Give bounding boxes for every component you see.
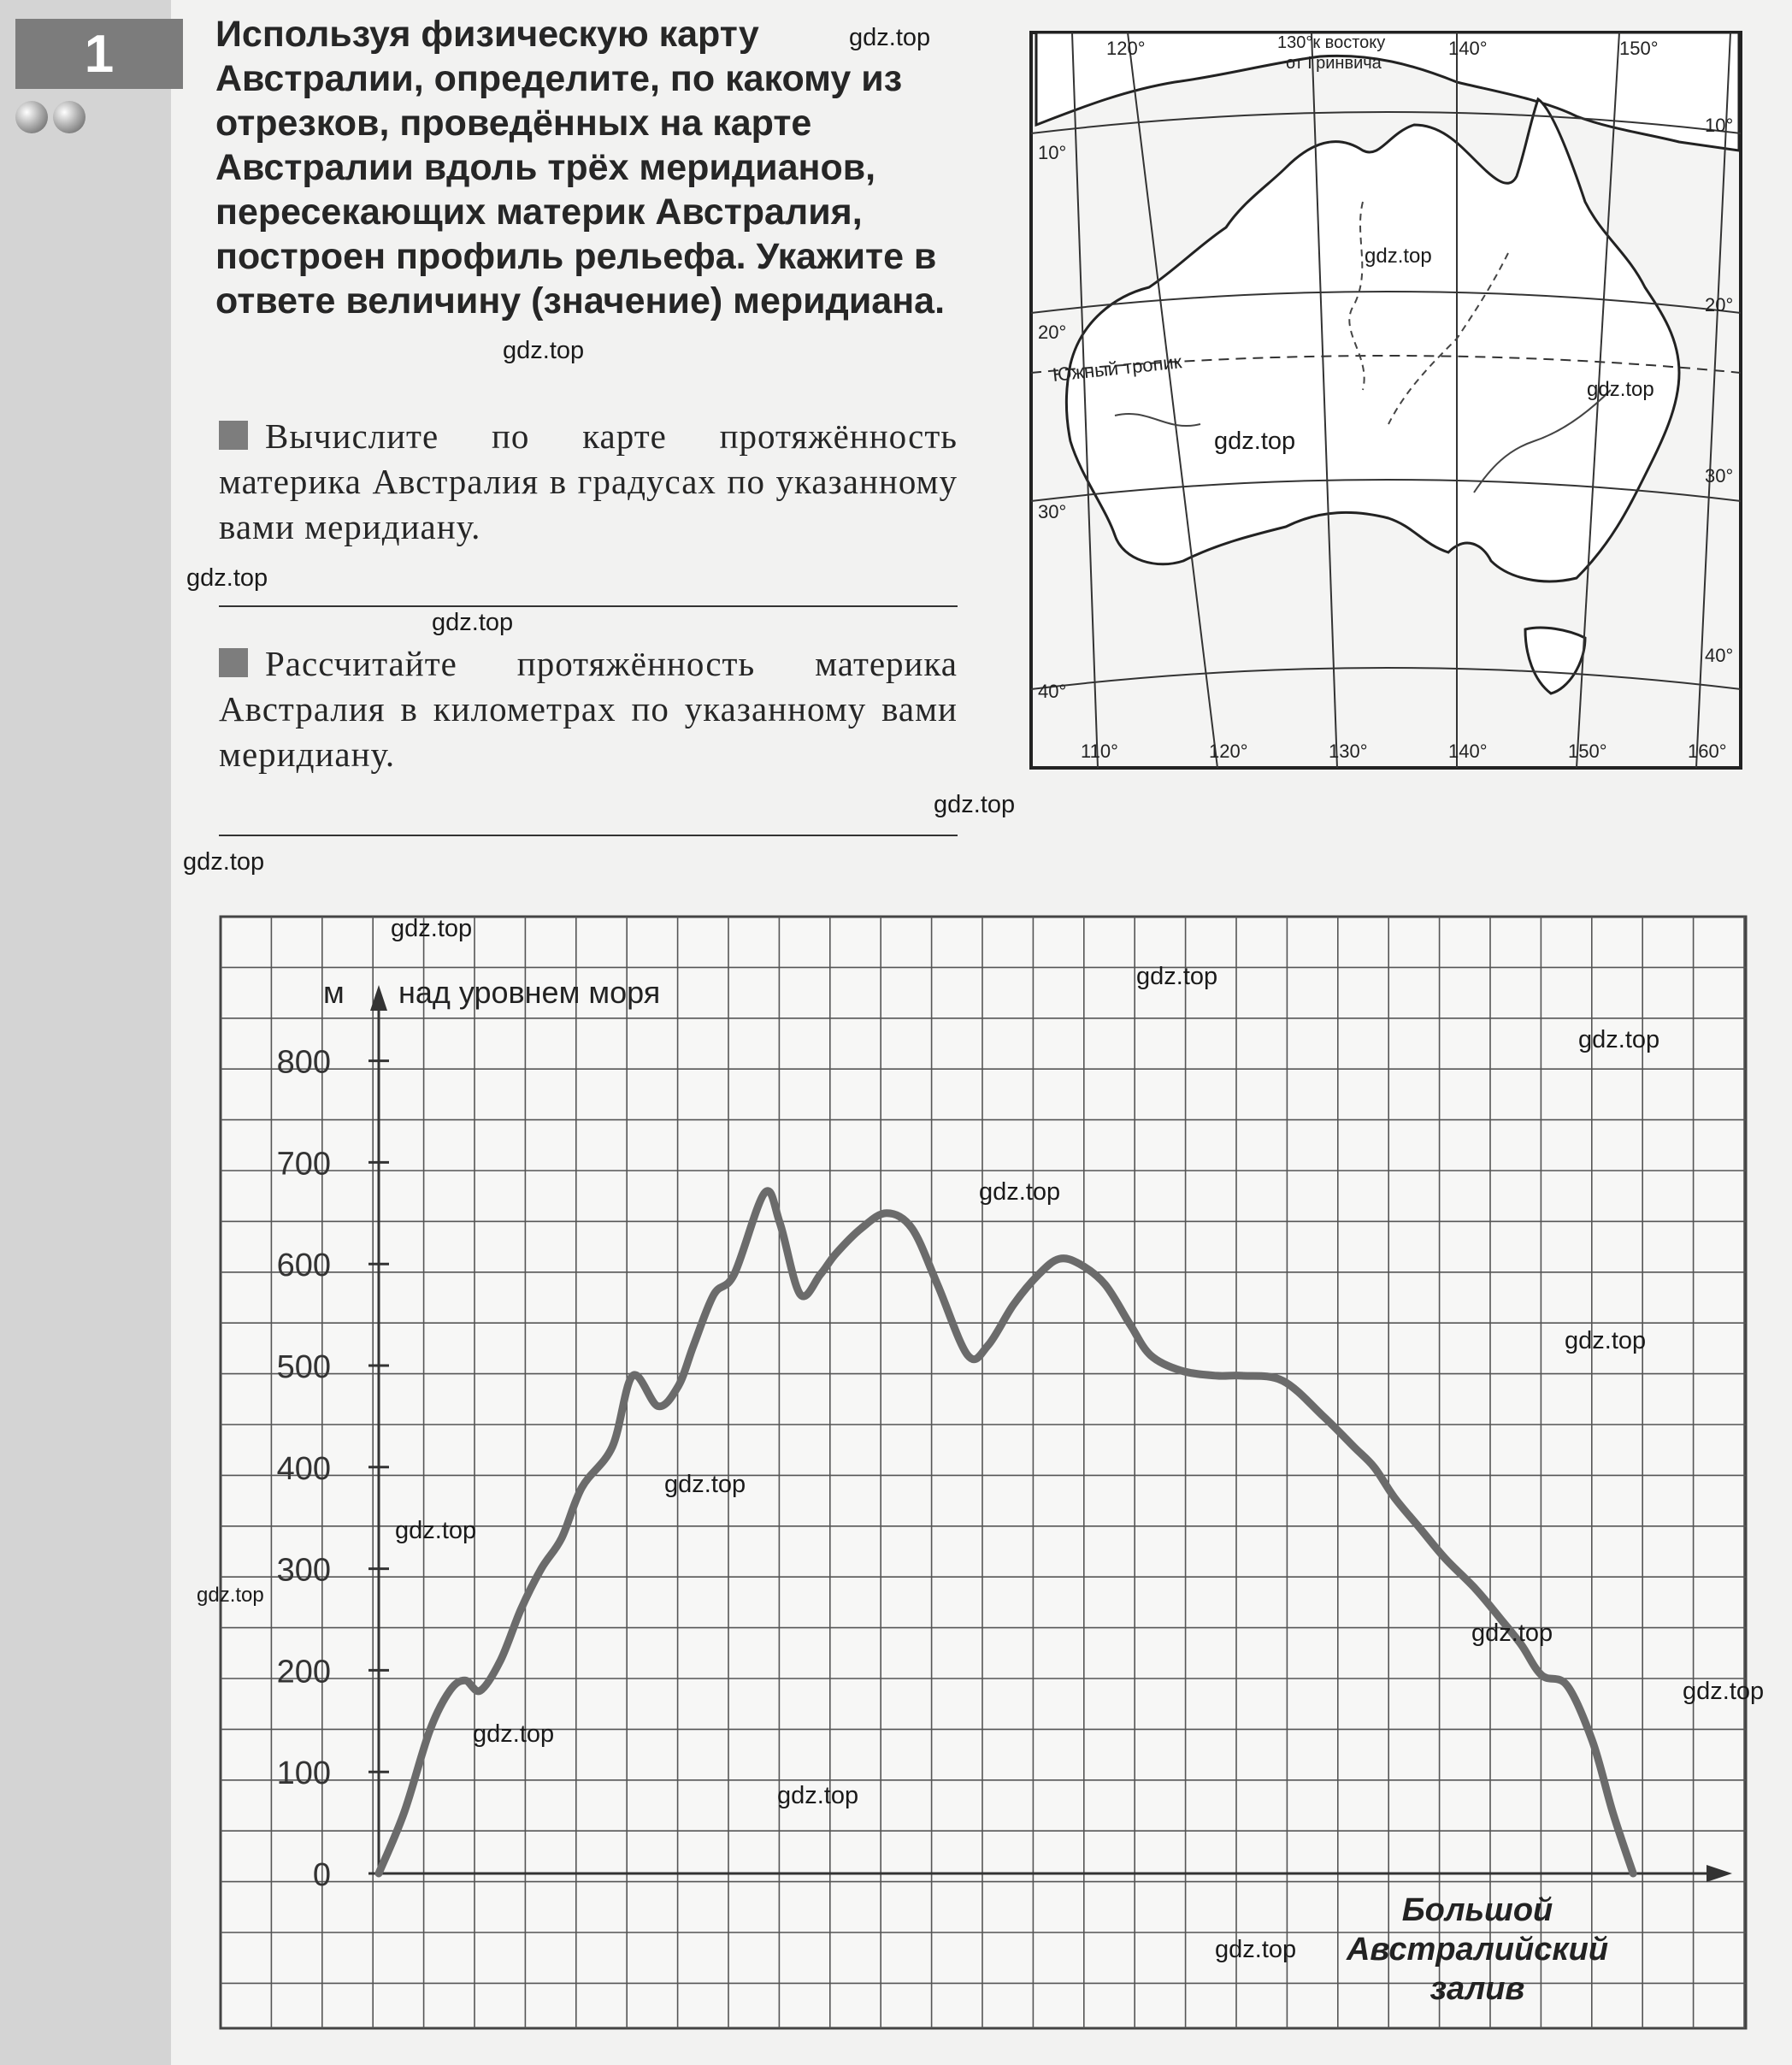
watermark: gdz.top [503,337,585,364]
grid-border [221,917,1746,2028]
watermark: gdz.top [183,848,265,876]
watermark: gdz.top [1683,1678,1765,1705]
watermark: gdz.top [664,1471,746,1498]
chart-grid [221,917,1746,2028]
task-number: 1 [84,24,115,84]
map-bottom-lon-label: 160° [1688,740,1727,762]
y-tick-label: 0 [312,1857,331,1893]
y-tick-label: 200 [276,1654,331,1690]
map-lat-label: 40° [1038,681,1067,702]
watermark: gdz.top [473,1720,555,1748]
watermark: gdz.top [1578,1026,1660,1053]
end-annotation-line: залив [1429,1971,1525,2007]
map-lat-label: 30° [1038,501,1067,522]
map-bottom-lon-label: 150° [1568,740,1607,762]
map-bottom-lon-label: 140° [1448,740,1488,762]
map-top-lon-label: 120° [1106,38,1146,59]
map-bottom-lon-label: 110° [1081,740,1118,762]
watermark: gdz.top [1587,378,1654,401]
y-tick-label: 700 [276,1146,331,1183]
watermark: gdz.top [934,791,1016,818]
map-top-lon-label: 150° [1619,38,1659,59]
map-lat-label: 40° [1705,645,1734,666]
end-annotation-line: Австралийский [1346,1932,1609,1968]
map-lat-label: 20° [1705,294,1734,316]
tropic-label: Южный тропик [1051,351,1183,386]
task-text: Используя физическую карту Австралии, определите, по какому из отрезков, проведённых на карте Австралии вдоль трёх меридианов, пересекающих материк Австралия, построен профиль рельефа. Укажите в ответе величину (значение) меридиана. [215,14,946,322]
watermark: gdz.top [1215,1936,1297,1963]
map-lat-label: 20° [1038,322,1067,343]
map-bottom-lon-label: 130° [1329,740,1368,762]
watermark: gdz.top [1214,428,1296,455]
map-lat-label: 10° [1705,115,1734,136]
watermark: gdz.top [197,1584,264,1607]
y-tick-label: 400 [276,1450,331,1487]
watermark: gdz.top [777,1782,859,1809]
y-tick-label: 300 [276,1552,331,1589]
y-tick-label: 500 [276,1349,331,1385]
meridian-note: 130°к востоку [1277,33,1386,52]
meridian-note: от Гринвича [1286,54,1382,73]
watermark: gdz.top [849,24,931,51]
watermark: gdz.top [432,609,514,636]
y-tick-label: 100 [276,1755,331,1792]
y-tick-label: 600 [276,1248,331,1284]
watermark: gdz.top [186,564,268,592]
map-top-lon-label: 140° [1448,38,1488,59]
watermark: gdz.top [1136,963,1218,990]
map-lat-label: 10° [1038,142,1067,163]
watermark: gdz.top [1471,1620,1553,1647]
subtask-2-text: Рассчитайте протяжённость материка Австралия в километрах по указанному вами меридиану. [219,644,958,774]
watermark: gdz.top [979,1178,1061,1206]
watermark: gdz.top [391,915,473,942]
watermark: gdz.top [1365,245,1432,268]
map-lat-label: 30° [1705,465,1734,487]
y-tick-label: 800 [276,1044,331,1081]
subtask-1-text: Вычислите по карте протяжённость материка Австралия в градусах по указанному вами меридиану. [219,416,958,546]
end-annotation-line: Большой [1401,1892,1553,1928]
watermark: gdz.top [1565,1327,1647,1354]
y-axis-unit: м [323,975,345,1010]
map-bottom-lon-label: 120° [1209,740,1248,762]
y-axis-note: над уровнем моря [398,975,661,1010]
watermark: gdz.top [395,1517,477,1544]
